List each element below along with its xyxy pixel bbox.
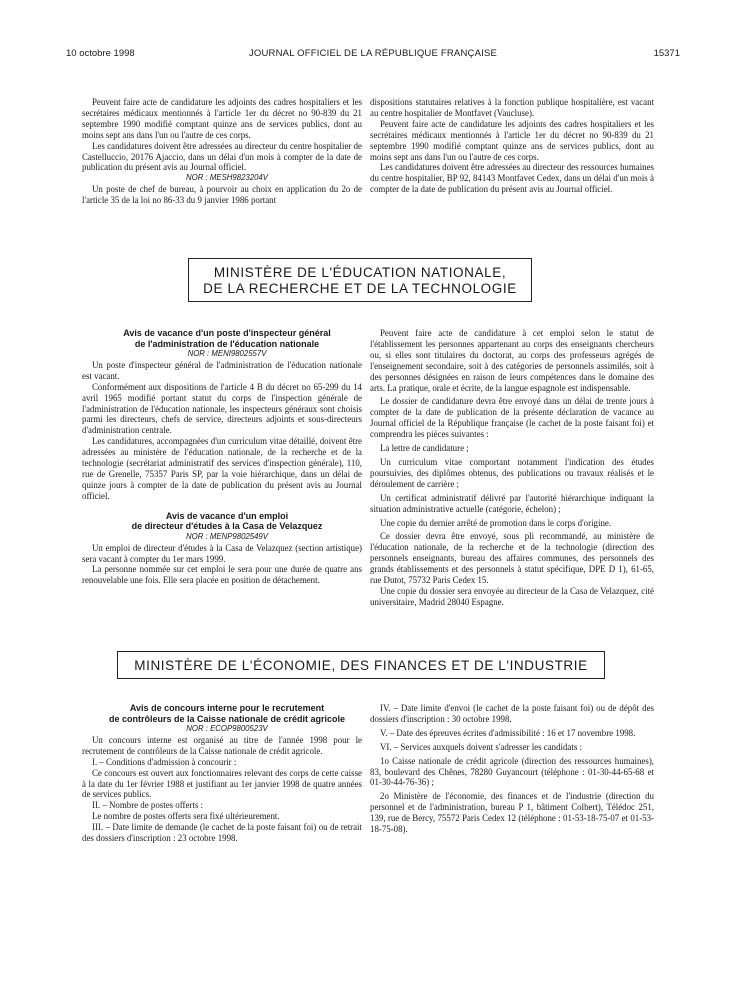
paragraph: Une copie du dossier sera envoyée au directeur de la Casa de Velazquez, cité universitaire, Madrid 28040 Espagne. (370, 585, 654, 607)
paragraph: Un concours interne est organisé au titre de l'année 1998 pour le recrutement de contrôleurs de la Caisse nationale de crédit agricole. (82, 734, 362, 756)
ministry-line: DE LA RECHERCHE ET DE LA TECHNOLOGIE (203, 281, 517, 296)
paragraph: La personne nommée sur cet emploi le sera pour une durée de quatre ans renouvelable une fois. Elle sera placée en position de détachement. (82, 564, 362, 586)
notice-title: Avis de vacance d'un emploi (165, 510, 289, 521)
nor-reference: NOR : MENI9802557V (187, 349, 267, 358)
header-journal-title: JOURNAL OFFICIEL DE LA RÉPUBLIQUE FRANÇAISE (248, 48, 498, 59)
paragraph: Peuvent faire acte de candidature les adjoints des cadres hospitaliers et les secrétaires médicaux mentionnés à l'article 1er du décret no 90-839 du 21 septembre 1990 modifié comptant quinze ans de services publics, dont au moins sept ans dans l'un ou l'autre de ces corps. (82, 97, 362, 140)
header-page-number: 15371 (653, 48, 680, 59)
page-header (66, 48, 680, 62)
paragraph: I. – Conditions d'admission à concourir : (92, 756, 237, 767)
paragraph: 1o Caisse nationale de crédit agricole (direction des ressources humaines), 83, boulevard des Chênes, 78280 Guyancourt (téléphone : 01-30-44-65-68 et 01-30-44-76-36) ; (370, 755, 654, 788)
nor-reference: NOR : ECOP9800523V (186, 724, 268, 733)
paragraph: Conformément aux dispositions de l'article 4 B du décret no 65-299 du 14 avril 1965 modifié portant statut du corps de l'inspection générale de l'administration de l'éducation nationale, les inspecteurs généraux sont choisis parmi les directeurs, chefs de service, directeurs adjoints et sous-directeurs d'administration centrale. (82, 381, 362, 436)
paragraph: Ce dossier devra être envoyé, sous pli recommandé, au ministère de l'éducation nationale, de la recherche et de la technologie (direction des personnels enseignants, bureau des affaires communes, des personnels des grands établissements et des personnels à statut spécifique, DPE D 1), 61-65, rue Dutot, 75732 Paris Cedex 15. (370, 531, 654, 586)
top-left-column (82, 97, 362, 206)
paragraph: II. – Nombre de postes offerts : (92, 800, 203, 811)
nor-reference: NOR : MENP9802549V (186, 531, 268, 541)
paragraph: Un curriculum vitae comportant notamment l'indication des études poursuivies, des diplômes obtenus, des publications ou travaux réalisés et le déroulement de carrière ; (370, 456, 654, 489)
economy-right-column (370, 703, 654, 835)
paragraph: Le nombre de postes offerts sera fixé ultérieurement. (92, 811, 280, 822)
paragraph: Les candidatures doivent être adressées au directeur du centre hospitalier de Castelluccio, 20176 Ajaccio, dans un délai d'un mois à compter de la date de publication du présent avis au Journal officiel. (82, 140, 362, 173)
paragraph: V. – Date des épreuves écrites d'admissibilité : 16 et 17 novembre 1998. (380, 727, 636, 738)
paragraph: Peuvent faire acte de candidature les adjoints des cadres hospitaliers et les secrétaires médicaux mentionnés à l'article 1er du décret no 90-839 du 21 septembre 1990 modifié comptant quinze ans de services publics, dont au moins sept ans dans l'un ou l'autre de ces corps. (370, 118, 654, 162)
nor-reference: NOR : MESH9823204V (186, 173, 268, 183)
ministry-line: MINISTÈRE DE L'ÉDUCATION NATIONALE, (213, 265, 507, 280)
paragraph: Un poste de chef de bureau, à pourvoir au choix en application du 2o de l'article 35 de la loi no 86-33 du 9 janvier 1986 portant (82, 184, 362, 206)
paragraph: 2o Ministère de l'économie, des finances et de l'industrie (direction du personnel et de l'administration, bureau P 1, bâtiment Colbert), Télédoc 251, 139, rue de Bercy, 75572 Paris Cedex 12 (téléphone : 01-53-18-75-07 et 01-53-18-75-08). (370, 791, 654, 835)
economy-left-column (82, 703, 362, 844)
paragraph: Un poste d'inspecteur général de l'administration de l'éducation nationale est vacant. (82, 359, 362, 381)
notice-title: Avis de vacance d'un poste d'inspecteur général (123, 328, 331, 338)
notice-title: de l'administration de l'éducation nationale (134, 338, 320, 349)
paragraph: Un emploi de directeur d'études à la Casa de Velazquez (section artistique) sera vacant à compter du 1er mars 1999. (82, 542, 362, 564)
paragraph: La lettre de candidature ; (380, 443, 469, 454)
paragraph: Les candidatures, accompagnées d'un curriculum vitae détaillé, doivent être adressées au ministère de l'éducation nationale, de la recherche et de la technologie (secrétariat administratif des services d'inspection générale), 110, rue de Grenelle, 75357 Paris SP, par la voie hiérarchique, dans un délai de quinze jours à compter de la date de publication du présent avis au Journal officiel. (82, 436, 362, 501)
paragraph: III. – Date limite de demande (le cachet de la poste faisant foi) ou de retrait des dossiers d'inscription : 23 octobre 1998. (82, 822, 362, 844)
paragraph: dispositions statutaires relatives à la fonction publique hospitalière, est vacant au centre hospitalier de Montfavet (Vaucluse). (370, 97, 654, 118)
paragraph: Peuvent faire acte de candidature à cet emploi selon le statut de l'établissement les personnes appartenant au corps des enseignants chercheurs ou, si elles sont titulaires du doctorat, au corps des professeurs agrégés de l'enseignement secondaire, soit à des catégories de personnels assimilés, soit à des personnes désignées en raison de leurs compétences dans le domaine des arts. La pratique, orale et écrite, de la langue espagnole est indispensable. (370, 328, 654, 393)
paragraph: Le dossier de candidature devra être envoyé dans un délai de trente jours à compter de la date de publication de la présente déclaration de vacance au Journal officiel de la République française (le cachet de la poste faisant foi) et comprendra les pièces suivantes : (370, 396, 654, 440)
paragraph: VI. – Services auxquels doivent s'adresser les candidats : (380, 741, 582, 752)
notice-title: de directeur d'études à la Casa de Velazquez (131, 521, 323, 532)
ministry-heading-education (188, 258, 532, 302)
notice-title: de contrôleurs de la Caisse nationale de crédit agricole (108, 713, 346, 724)
ministry-heading-economy (117, 651, 605, 679)
top-right-column (370, 97, 654, 195)
education-left-column (82, 328, 362, 586)
ministry-line: MINISTÈRE DE L'ÉCONOMIE, DES FINANCES ET DE L'INDUSTRIE (134, 658, 588, 673)
paragraph: Un certificat administratif délivré par l'autorité hiérarchique indiquant la situation administrative actuelle (catégorie, échelon) ; (370, 492, 654, 514)
notice-title: Avis de concours interne pour le recrutement (129, 703, 325, 713)
paragraph: Une copie du dernier arrêté de promotion dans le corps d'origine. (380, 517, 612, 528)
paragraph: IV. – Date limite d'envoi (le cachet de la poste faisant foi) ou de dépôt des dossiers d'inscription : 30 octobre 1998. (370, 703, 654, 724)
paragraph: Les candidatures doivent être adressées au directeur des ressources humaines du centre hospitalier, BP 92, 84143 Montfavet Cedex, dans un délai d'un mois à compter de la date de publication du présent avis au Journal officiel. (370, 162, 654, 195)
education-right-column (370, 328, 654, 608)
header-date: 10 octobre 1998 (66, 48, 135, 59)
paragraph: Ce concours est ouvert aux fonctionnaires relevant des corps de cette caisse à la date du 1er février 1988 et justifiant au 1er janvier 1998 de quatre années de services publics. (82, 767, 362, 800)
